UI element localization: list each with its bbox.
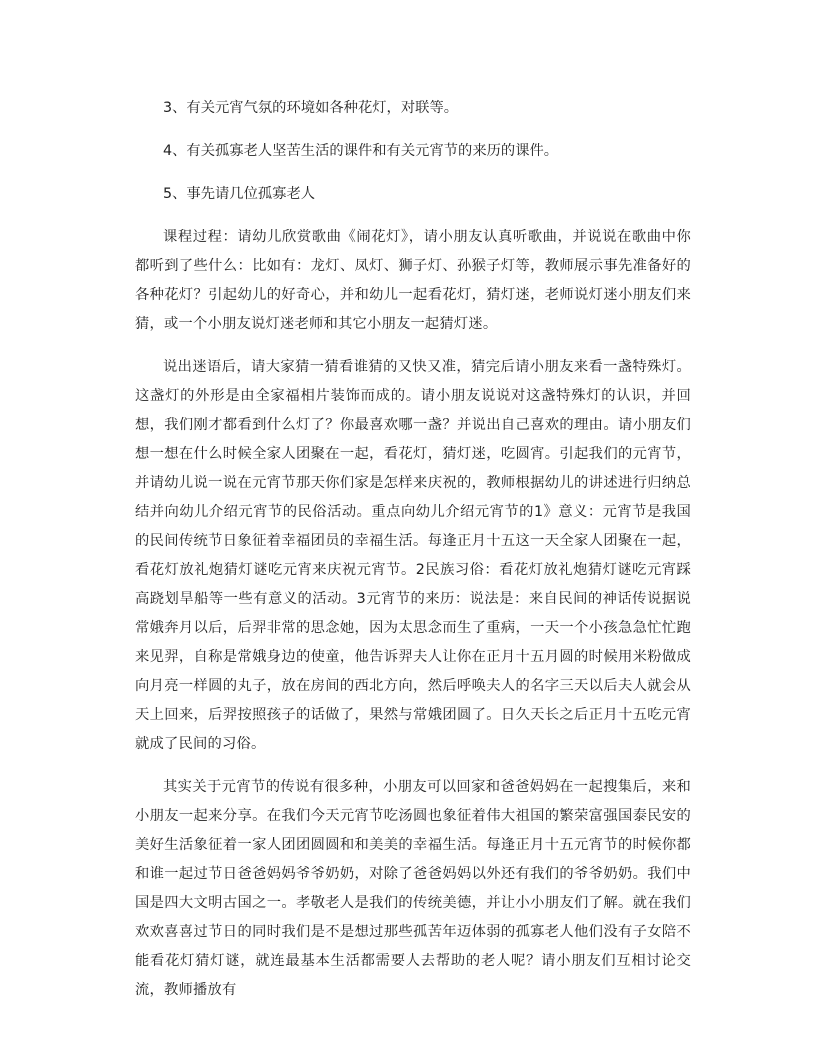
- paragraph-course-process: 课程过程：请幼儿欣赏歌曲《闹花灯》，请小朋友认真听歌曲，并说说在歌曲中你都听到了些什么：比如有：龙灯、凤灯、狮子灯、孙猴子灯等，教师展示事先准备好的各种花灯？引起幼儿的好奇心，并和幼儿一起看花灯，猜灯迷，老师说灯迷小朋友们来猜，或一个小朋友说灯迷老师和其它小朋友一起猜灯迷。: [135, 229, 691, 332]
- list-item-materials-5: 5、事先请几位孤寡老人: [163, 186, 316, 202]
- paragraph-riddles-and-lantern-festival: 说出迷语后，请大家猜一猜看谁猜的又快又准，猜完后请小朋友来看一盏特殊灯。这盏灯的外形是由全家福相片装饰而成的。请小朋友说说对这盏特殊灯的认识，并回想，我们刚才都看到什么灯了？你最喜欢哪一盏？并说出自己喜欢的理由。请小朋友们想一想在什么时候全家人团聚在一起，看花灯，猜灯迷，吃圆宵。引起我们的元宵节，并请幼儿说一说在元宵节那天你们家是怎样来庆祝的，教师根据幼儿的讲述进行归纳总结并向幼儿介绍元宵节的民俗活动。重点向幼儿介绍元宵节的1》意义：元宵节是我国的民间传统节日象征着幸福团员的幸福生活。每逢正月十五这一天全家人团聚在一起，看花灯放礼炮猜灯谜吃元宵来庆祝元宵节。2民族习俗：看花灯放礼炮猜灯谜吃元宵踩高跷划旱船等一些有意义的活动。3元宵节的来历：说法是：来自民间的神话传说据说常娥奔月以后，后羿非常的思念她，因为太思念而生了重病，一天一个小孩急急忙忙跑来见羿，自称是常娥身边的使童，他告诉羿夫人让你在正月十五月圆的时候用米粉做成向月亮一样圆的丸子，放在房间的西北方向，然后呼唤夫人的名字三天以后夫人就会从天上回来，后羿按照孩子的话做了，果然与常娥团圆了。日久天长之后正月十五吃元宵就成了民间的习俗。: [135, 359, 691, 752]
- list-item-materials-3: 3、有关元宵气氛的环境如各种花灯，对联等。: [163, 100, 459, 116]
- document-body: [135, 94, 691, 1019]
- paragraph-legends-and-elderly: 其实关于元宵节的传说有很多种，小朋友可以回家和爸爸妈妈在一起搜集后，来和小朋友一起来分享。在我们今天元宵节吃汤圆也象征着伟大祖国的繁荣富强国泰民安的美好生活象征着一家人团团圆圆和和美美的幸福生活。每逢正月十五元宵节的时候你都和谁一起过节日爸爸妈妈爷爷奶奶，对除了爸爸妈妈以外还有我们的爷爷奶奶。我们中国是四大文明古国之一。孝敬老人是我们的传统美德，并让小小朋友们了解。就在我们欢欢喜喜过节日的同时我们是不是想过那些孤苦年迈体弱的孤寡老人他们没有子女陪不能看花灯猜灯谜，就连最基本生活都需要人去帮助的老人呢？请小朋友们互相讨论交流，教师播放有: [135, 779, 691, 998]
- list-item-materials-4: 4、有关孤寡老人坚苦生活的课件和有关元宵节的来历的课件。: [163, 143, 559, 159]
